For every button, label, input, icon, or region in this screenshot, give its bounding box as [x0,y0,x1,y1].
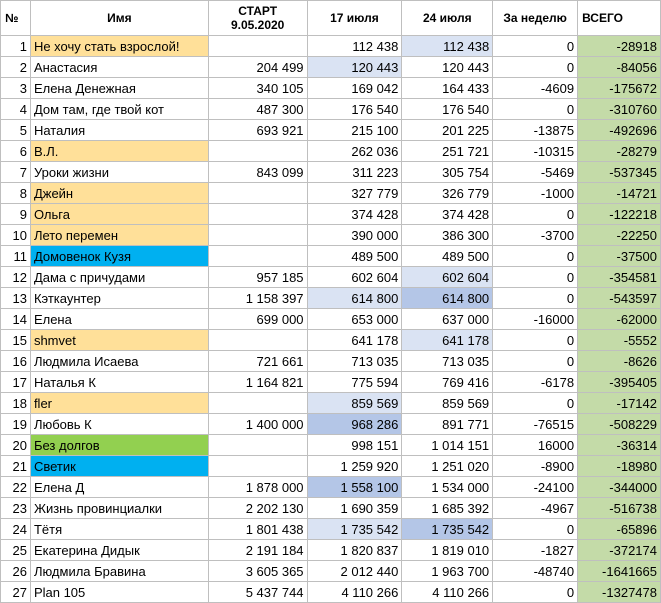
header-jul17: 17 июля [307,1,402,36]
row-start[interactable]: 204 499 [208,57,307,78]
table-row [1,309,661,330]
row-number[interactable]: 2 [1,57,31,78]
row-start[interactable] [208,393,307,414]
row-jul17[interactable]: 713 035 [307,351,402,372]
row-jul17[interactable]: 602 604 [307,267,402,288]
row-jul24[interactable]: 1 963 700 [402,561,493,582]
row-jul24[interactable]: 769 416 [402,372,493,393]
table-row [1,204,661,225]
row-number[interactable]: 16 [1,351,31,372]
table-row [1,414,661,435]
row-jul17[interactable]: 4 110 266 [307,582,402,603]
table-row [1,36,661,57]
row-number[interactable]: 21 [1,456,31,477]
row-jul17[interactable]: 775 594 [307,372,402,393]
row-number[interactable]: 18 [1,393,31,414]
row-total[interactable]: -1641665 [578,561,661,582]
row-week[interactable]: 0 [493,57,578,78]
row-name[interactable]: Людмила Исаева [30,351,208,372]
row-start[interactable]: 1 400 000 [208,414,307,435]
row-name[interactable]: Светик [30,456,208,477]
row-jul17[interactable]: 641 178 [307,330,402,351]
row-total[interactable]: -175672 [578,78,661,99]
row-start[interactable] [208,435,307,456]
row-name[interactable]: Наталия [30,120,208,141]
table-row [1,267,661,288]
row-name[interactable]: Дама с причудами [30,267,208,288]
header-name: Имя [30,1,208,36]
row-jul24[interactable]: 386 300 [402,225,493,246]
table-row [1,456,661,477]
row-number[interactable]: 23 [1,498,31,519]
row-start[interactable] [208,456,307,477]
row-week[interactable]: -6178 [493,372,578,393]
row-number[interactable]: 14 [1,309,31,330]
row-week[interactable]: -16000 [493,309,578,330]
row-week[interactable]: 0 [493,393,578,414]
row-total[interactable]: -5552 [578,330,661,351]
row-jul24[interactable]: 326 779 [402,183,493,204]
row-start[interactable]: 843 099 [208,162,307,183]
row-jul24[interactable]: 859 569 [402,393,493,414]
row-name[interactable]: Екатерина Дидык [30,540,208,561]
row-start[interactable]: 693 921 [208,120,307,141]
row-week[interactable]: -24100 [493,477,578,498]
row-jul24[interactable]: 891 771 [402,414,493,435]
row-total[interactable]: -62000 [578,309,661,330]
row-jul17[interactable]: 1 820 837 [307,540,402,561]
row-start[interactable]: 2 191 184 [208,540,307,561]
table-row [1,120,661,141]
row-total[interactable]: -310760 [578,99,661,120]
table-row [1,393,661,414]
row-jul17[interactable]: 998 151 [307,435,402,456]
row-jul17[interactable]: 374 428 [307,204,402,225]
row-jul24[interactable]: 374 428 [402,204,493,225]
row-start[interactable] [208,204,307,225]
row-total[interactable]: -18980 [578,456,661,477]
row-jul24[interactable]: 112 438 [402,36,493,57]
row-start[interactable]: 699 000 [208,309,307,330]
row-start[interactable] [208,36,307,57]
row-start[interactable] [208,183,307,204]
row-total[interactable]: -28918 [578,36,661,57]
table-row [1,246,661,267]
header-week: За неделю [493,1,578,36]
row-jul24[interactable]: 713 035 [402,351,493,372]
header-start-line2: 9.05.2020 [230,18,285,32]
row-week[interactable]: -10315 [493,141,578,162]
row-name[interactable]: Елена Д [30,477,208,498]
row-start[interactable]: 1 878 000 [208,477,307,498]
row-number[interactable]: 17 [1,372,31,393]
header-start [208,1,307,36]
row-name[interactable]: Любовь К [30,414,208,435]
row-total[interactable]: -537345 [578,162,661,183]
row-total[interactable]: -492696 [578,120,661,141]
table-row [1,162,661,183]
row-total[interactable]: -543597 [578,288,661,309]
table-row [1,225,661,246]
row-jul24[interactable]: 305 754 [402,162,493,183]
row-total[interactable]: -22250 [578,225,661,246]
header-num: № [1,1,31,36]
row-jul24[interactable]: 637 000 [402,309,493,330]
row-week[interactable]: -5469 [493,162,578,183]
row-jul24[interactable]: 4 110 266 [402,582,493,603]
row-jul17[interactable]: 489 500 [307,246,402,267]
row-week[interactable]: -8900 [493,456,578,477]
row-total[interactable]: -372174 [578,540,661,561]
row-jul17[interactable]: 215 100 [307,120,402,141]
row-total[interactable]: -8626 [578,351,661,372]
row-total[interactable]: -17142 [578,393,661,414]
row-week[interactable]: 0 [493,246,578,267]
header-total: ВСЕГО [578,1,661,36]
row-name[interactable]: Елена [30,309,208,330]
row-number[interactable]: 24 [1,519,31,540]
row-number[interactable]: 9 [1,204,31,225]
row-name[interactable]: fler [30,393,208,414]
row-name[interactable]: Тётя [30,519,208,540]
row-name[interactable]: Наталья К [30,372,208,393]
row-jul17[interactable]: 262 036 [307,141,402,162]
row-week[interactable]: 0 [493,330,578,351]
row-total[interactable]: -28279 [578,141,661,162]
row-jul24[interactable]: 1 251 020 [402,456,493,477]
row-jul24[interactable]: 120 443 [402,57,493,78]
row-jul24[interactable]: 251 721 [402,141,493,162]
row-name[interactable]: Plan 105 [30,582,208,603]
row-total[interactable]: -344000 [578,477,661,498]
row-name[interactable]: Лето перемен [30,225,208,246]
row-number[interactable]: 6 [1,141,31,162]
row-name[interactable]: Анастасия [30,57,208,78]
row-name[interactable]: Кэткаунтер [30,288,208,309]
row-jul17[interactable]: 169 042 [307,78,402,99]
table-row [1,540,661,561]
row-start[interactable] [208,330,307,351]
row-name[interactable]: Не хочу стать взрослой! [30,36,208,57]
table-row [1,372,661,393]
row-jul24[interactable]: 1 685 392 [402,498,493,519]
row-start[interactable]: 721 661 [208,351,307,372]
row-name[interactable]: В.Л. [30,141,208,162]
row-name[interactable]: Уроки жизни [30,162,208,183]
row-total[interactable]: -84056 [578,57,661,78]
row-number[interactable]: 22 [1,477,31,498]
row-name[interactable]: Без долгов [30,435,208,456]
row-jul24[interactable]: 641 178 [402,330,493,351]
row-week[interactable]: -13875 [493,120,578,141]
row-name[interactable]: shmvet [30,330,208,351]
row-number[interactable]: 13 [1,288,31,309]
row-start[interactable]: 1 801 438 [208,519,307,540]
row-jul17[interactable]: 176 540 [307,99,402,120]
row-jul17[interactable]: 1 735 542 [307,519,402,540]
row-jul17[interactable]: 1 558 100 [307,477,402,498]
row-week[interactable]: 16000 [493,435,578,456]
row-name[interactable]: Домовенок Кузя [30,246,208,267]
row-number[interactable]: 5 [1,120,31,141]
row-total[interactable]: -37500 [578,246,661,267]
row-jul17[interactable]: 120 443 [307,57,402,78]
row-jul17[interactable]: 614 800 [307,288,402,309]
header-start-line1: СТАРТ [238,4,278,18]
table-row [1,519,661,540]
row-jul17[interactable]: 968 286 [307,414,402,435]
row-jul17[interactable]: 653 000 [307,309,402,330]
row-jul24[interactable]: 602 604 [402,267,493,288]
row-name[interactable]: Дом там, где твой кот [30,99,208,120]
row-start[interactable] [208,141,307,162]
row-number[interactable]: 3 [1,78,31,99]
row-jul17[interactable]: 1 690 359 [307,498,402,519]
table-row [1,330,661,351]
row-number[interactable]: 10 [1,225,31,246]
row-jul17[interactable]: 112 438 [307,36,402,57]
row-number[interactable]: 15 [1,330,31,351]
header-row [1,1,661,36]
row-number[interactable]: 4 [1,99,31,120]
row-start[interactable]: 2 202 130 [208,498,307,519]
row-start[interactable]: 1 158 397 [208,288,307,309]
row-start[interactable]: 5 437 744 [208,582,307,603]
row-jul24[interactable]: 1 014 151 [402,435,493,456]
row-number[interactable]: 27 [1,582,31,603]
row-jul24[interactable]: 614 800 [402,288,493,309]
row-total[interactable]: -508229 [578,414,661,435]
row-week[interactable]: -1827 [493,540,578,561]
row-jul24[interactable]: 164 433 [402,78,493,99]
row-week[interactable]: 0 [493,267,578,288]
row-jul24[interactable]: 1 534 000 [402,477,493,498]
row-week[interactable]: 0 [493,288,578,309]
table-row [1,57,661,78]
table-row [1,561,661,582]
table-row [1,99,661,120]
row-week[interactable]: 0 [493,582,578,603]
row-jul24[interactable]: 176 540 [402,99,493,120]
table-row [1,78,661,99]
row-jul17[interactable]: 859 569 [307,393,402,414]
table-row [1,288,661,309]
row-start[interactable]: 487 300 [208,99,307,120]
row-total[interactable]: -122218 [578,204,661,225]
row-name[interactable]: Джейн [30,183,208,204]
row-jul24[interactable]: 1 819 010 [402,540,493,561]
row-week[interactable]: -4609 [493,78,578,99]
table-row [1,435,661,456]
row-number[interactable]: 19 [1,414,31,435]
row-start[interactable]: 340 105 [208,78,307,99]
table-row [1,477,661,498]
row-start[interactable] [208,246,307,267]
row-total[interactable]: -354581 [578,267,661,288]
row-week[interactable]: 0 [493,36,578,57]
row-total[interactable]: -516738 [578,498,661,519]
row-start[interactable] [208,225,307,246]
row-jul24[interactable]: 1 735 542 [402,519,493,540]
table-row [1,141,661,162]
row-total[interactable]: -395405 [578,372,661,393]
row-number[interactable]: 25 [1,540,31,561]
row-start[interactable]: 1 164 821 [208,372,307,393]
row-jul17[interactable]: 1 259 920 [307,456,402,477]
row-number[interactable]: 12 [1,267,31,288]
row-number[interactable]: 1 [1,36,31,57]
row-number[interactable]: 26 [1,561,31,582]
row-total[interactable]: -1327478 [578,582,661,603]
table-body [1,36,661,603]
row-name[interactable]: Людмила Бравина [30,561,208,582]
row-week[interactable]: -4967 [493,498,578,519]
row-week[interactable]: 0 [493,519,578,540]
row-jul17[interactable]: 390 000 [307,225,402,246]
row-total[interactable]: -65896 [578,519,661,540]
row-jul17[interactable]: 311 223 [307,162,402,183]
row-week[interactable]: -76515 [493,414,578,435]
row-week[interactable]: 0 [493,204,578,225]
row-jul24[interactable]: 201 225 [402,120,493,141]
row-week[interactable]: 0 [493,99,578,120]
row-name[interactable]: Елена Денежная [30,78,208,99]
row-jul17[interactable]: 2 012 440 [307,561,402,582]
table-row [1,498,661,519]
header-jul24: 24 июля [402,1,493,36]
row-total[interactable]: -36314 [578,435,661,456]
table-row [1,351,661,372]
row-start[interactable]: 3 605 365 [208,561,307,582]
row-name[interactable]: Ольга [30,204,208,225]
row-jul17[interactable]: 327 779 [307,183,402,204]
row-number[interactable]: 8 [1,183,31,204]
row-start[interactable]: 957 185 [208,267,307,288]
row-week[interactable]: -48740 [493,561,578,582]
row-week[interactable]: -1000 [493,183,578,204]
row-name[interactable]: Жизнь провинциалки [30,498,208,519]
row-jul24[interactable]: 489 500 [402,246,493,267]
row-week[interactable]: 0 [493,351,578,372]
row-week[interactable]: -3700 [493,225,578,246]
table-row [1,582,661,603]
row-number[interactable]: 20 [1,435,31,456]
row-number[interactable]: 7 [1,162,31,183]
row-number[interactable]: 11 [1,246,31,267]
row-total[interactable]: -14721 [578,183,661,204]
table-row [1,183,661,204]
